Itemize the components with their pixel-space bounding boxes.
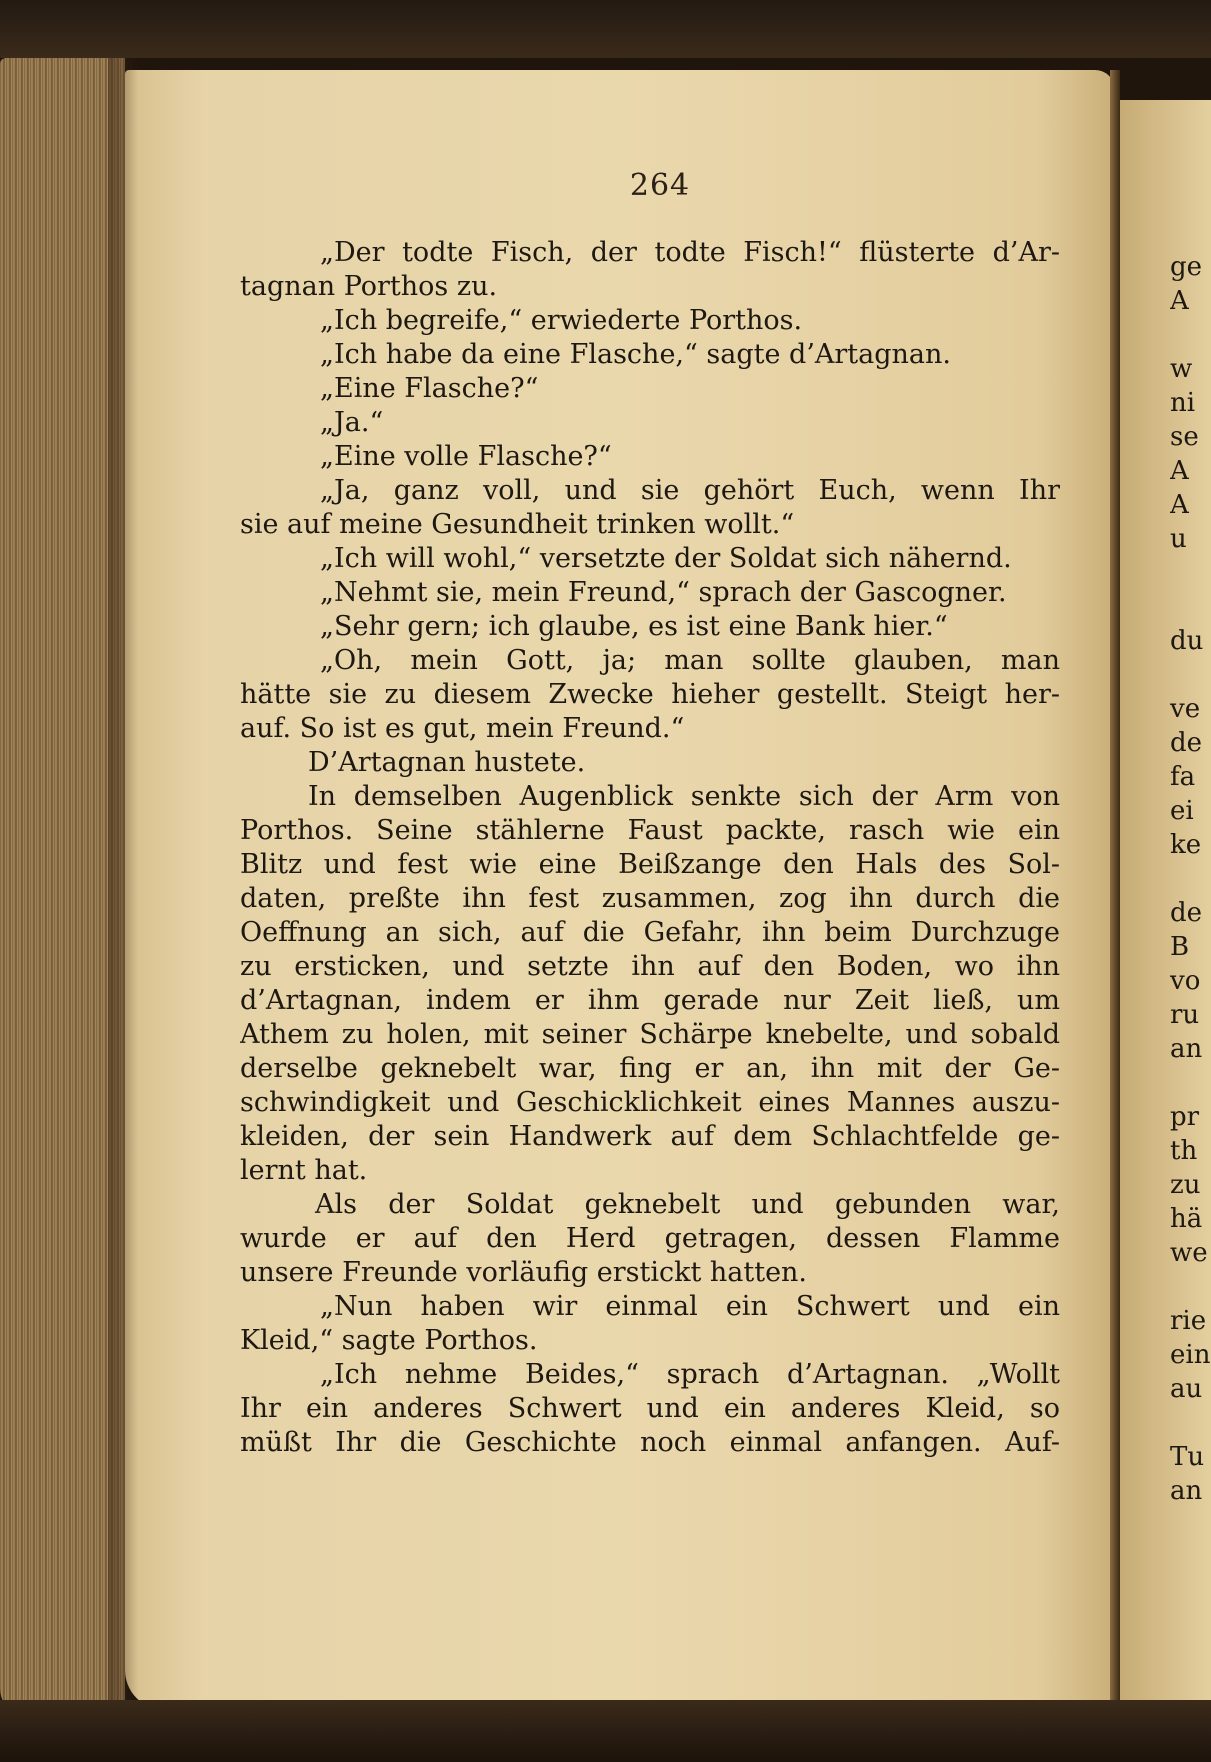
fragment: ein [1170,1340,1211,1370]
fragment: hä [1170,1204,1203,1234]
text-line: auf. So ist es gut, mein Freund.“ [240,713,685,744]
text-line: „Ich nehme Beides,“ sprach d’Artagnan. „Wollt [320,1359,1060,1390]
fragment: an [1170,1476,1203,1506]
text-line: Oeffnung an sich, auf die Gefahr, ihn beim Durchzuge [240,917,1060,948]
fragment: A [1170,490,1189,520]
fragment: w [1170,354,1193,384]
text-line: unsere Freunde vorläufig erstickt hatten. [240,1257,808,1288]
fragment: th [1170,1136,1198,1166]
fragment [1170,1066,1211,1100]
fragment: de [1170,898,1203,928]
fragment: ru [1170,1000,1200,1030]
fragment: fa [1170,762,1196,792]
text-line: Als der Soldat geknebelt und gebunden war, [315,1189,1060,1220]
text-line: Ihr ein anderes Schwert und ein anderes Kleid, so [240,1393,1060,1424]
fragment: de [1170,728,1203,758]
text-line: Porthos. Seine stählerne Faust packte, rasch wie ein [240,815,1060,846]
fragment: se [1170,422,1199,452]
text-line: sie auf meine Gesundheit trinken wollt.“ [240,509,795,540]
text-line: „Ich will wohl,“ versetzte der Soldat sich nähernd. [320,543,1012,574]
fragment: pr [1170,1102,1200,1132]
page-text [240,236,1060,1460]
text-line: wurde er auf den Herd getragen, dessen Flamme [240,1223,1060,1254]
text-line: „Nehmt sie, mein Freund,“ sprach der Gascogner. [320,577,1007,608]
text-line: d’Artagnan, indem er ihm gerade nur Zeit ließ, um [240,985,1060,1016]
text-line: lernt hat. [240,1155,368,1186]
text-line: „Nun haben wir einmal ein Schwert und ein [320,1291,1060,1322]
fragment: vo [1170,966,1201,996]
fragment [1170,1270,1211,1304]
fragment [1170,658,1211,692]
fragment [1170,1406,1211,1440]
text-line: „Eine volle Flasche?“ [320,441,612,472]
text-line: In demselben Augenblick senkte sich der Arm von [308,781,1060,812]
fragment: u [1170,524,1187,554]
text-line: derselbe geknebelt war, fing er an, ihn mit der Ge- [240,1053,1060,1084]
text-line: „Ja, ganz voll, und sie gehört Euch, wenn Ihr [320,475,1060,506]
page-edge-shadow [108,58,138,1718]
book-cover-bottom [0,1700,1211,1762]
fragment [1170,862,1211,896]
text-line: Kleid,“ sagte Porthos. [240,1325,538,1356]
text-line: zu ersticken, und setzte ihn auf den Boden, wo ihn [240,951,1060,982]
text-line: schwindigkeit und Geschicklichkeit eines Mannes auszu- [240,1087,1060,1118]
book-gutter [1110,70,1120,1720]
fragment: du [1170,626,1204,656]
fragment: A [1170,286,1189,316]
book-cover-top [0,0,1211,58]
next-page-text-fragments [1170,250,1211,1508]
text-line: daten, preßte ihn fest zusammen, zog ihn durch die [240,883,1060,914]
fragment [1170,556,1211,590]
page-number: 264 [629,168,691,203]
text-line: „Ich habe da eine Flasche,“ sagte d’Artagnan. [320,339,951,370]
text-line: Blitz und fest wie eine Beißzange den Hals des Sol- [240,849,1060,880]
text-line: „Oh, mein Gott, ja; man sollte glauben, man [320,645,1060,676]
text-line: tagnan Porthos zu. [240,271,498,302]
text-line: „Ich begreife,“ erwiederte Porthos. [320,305,803,336]
text-line: D’Artagnan hustete. [308,747,586,778]
fragment: B [1170,932,1190,962]
text-line: hätte sie zu diesem Zwecke hieher gestellt. Steigt her- [240,679,1060,710]
fragment: ge [1170,252,1203,282]
text-line: „Der todte Fisch, der todte Fisch!“ flüsterte d’Ar- [320,237,1060,268]
text-line: „Ja.“ [320,407,384,438]
fragment: ei [1170,796,1194,826]
fragment: ni [1170,388,1196,418]
fragment: Tu [1170,1442,1205,1472]
text-line: müßt Ihr die Geschichte noch einmal anfangen. Auf- [240,1427,1060,1458]
text-line: „Eine Flasche?“ [320,373,539,404]
fragment: ke [1170,830,1202,860]
fragment: rie [1170,1306,1207,1336]
fragment: we [1170,1238,1208,1268]
text-line: kleiden, der sein Handwerk auf dem Schlachtfelde ge- [240,1121,1060,1152]
fragment: an [1170,1034,1203,1064]
fragment: ve [1170,694,1201,724]
text-line: Athem zu holen, mit seiner Schärpe knebelte, und sobald [240,1019,1060,1050]
fragment [1170,318,1211,352]
fragment: au [1170,1374,1203,1404]
fragment [1170,590,1211,624]
fragment: A [1170,456,1189,486]
page-edges [0,58,125,1718]
text-line: „Sehr gern; ich glaube, es ist eine Bank hier.“ [320,611,948,642]
fragment: zu [1170,1170,1201,1200]
